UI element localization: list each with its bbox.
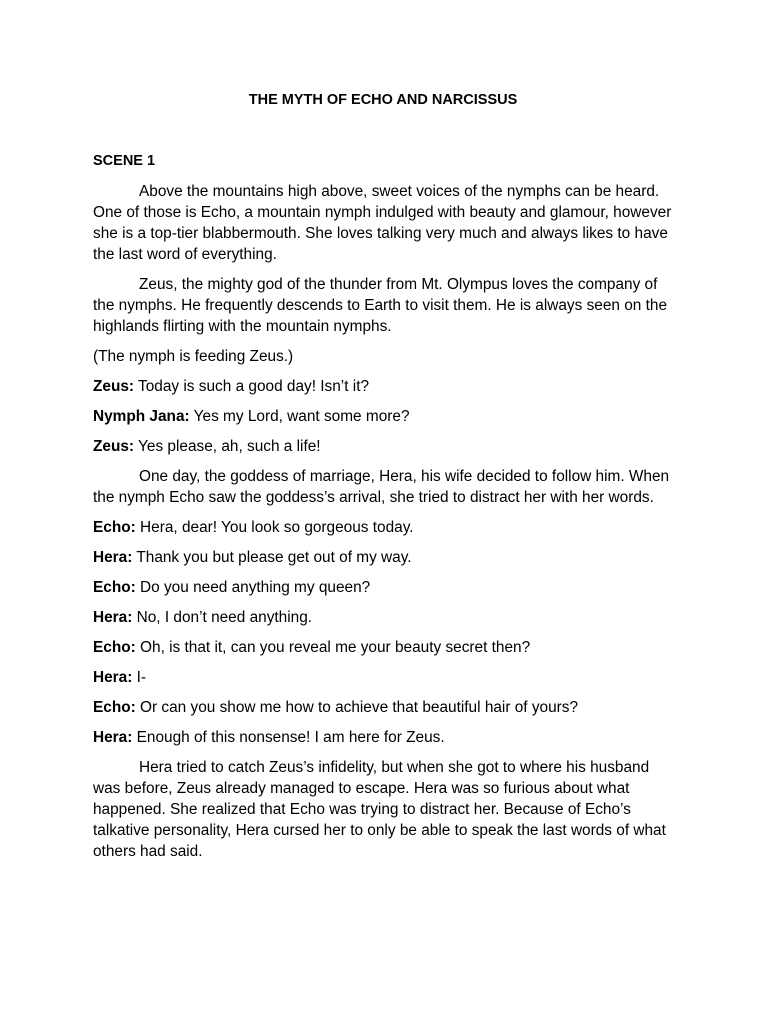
scene-heading: SCENE 1 — [93, 153, 156, 169]
narration-paragraph — [93, 274, 673, 337]
dialogue-text: Do you need anything my queen? — [135, 579, 371, 596]
dialogue-text: Enough of this nonsense! I am here for Zeus. — [132, 729, 445, 746]
narration-paragraph — [93, 466, 673, 508]
dialogue-text: Yes my Lord, want some more? — [189, 408, 410, 425]
dialogue-text: I- — [132, 669, 147, 686]
dialogue-text: Hera, dear! You look so gorgeous today. — [135, 519, 414, 536]
paragraph-text: Above the mountains high above, sweet voices of the nymphs can be heard. One of those is Echo, a mountain nymph indulged with beauty and glamour, however she is a top-tier blabbermouth. She loves talking very much and always likes to have the last word of everything. — [93, 183, 672, 263]
dialogue-text: Today is such a good day! Isn’t it? — [134, 378, 370, 395]
dialogue-text: Thank you but please get out of my way. — [132, 549, 412, 566]
stage-direction — [93, 346, 673, 367]
dialogue-line — [93, 376, 673, 397]
narration-paragraph — [93, 181, 673, 265]
dialogue-line — [93, 697, 673, 718]
dialogue-line — [93, 577, 673, 598]
speaker-name: Echo: — [93, 579, 136, 596]
paragraph-text: One day, the goddess of marriage, Hera, his wife decided to follow him. When the nymph Echo saw the goddess’s arrival, she tried to distract her with her words. — [93, 468, 670, 506]
speaker-name: Echo: — [93, 639, 136, 656]
dialogue-line — [93, 667, 673, 688]
dialogue-line — [93, 406, 673, 427]
dialogue-text: Yes please, ah, such a life! — [134, 438, 321, 455]
dialogue-text: No, I don’t need anything. — [132, 609, 313, 626]
dialogue-line — [93, 517, 673, 538]
dialogue-line — [93, 637, 673, 658]
speaker-name: Hera: — [93, 669, 133, 686]
narration-paragraph — [93, 757, 673, 862]
speaker-name: Nymph Jana: — [93, 408, 190, 425]
speaker-name: Hera: — [93, 729, 133, 746]
dialogue-line — [93, 436, 673, 457]
document-body — [93, 90, 673, 871]
dialogue-text: Oh, is that it, can you reveal me your beauty secret then? — [135, 639, 531, 656]
speaker-name: Echo: — [93, 519, 136, 536]
paragraph-text: Hera tried to catch Zeus’s infidelity, but when she got to where his husband was before, Zeus already managed to escape. Hera was so furious about what happened. She realized that Echo was trying to distract her. Because of Echo’s talkative personality, Hera cursed her to only be able to speak the last words of what others had said. — [93, 759, 666, 860]
direction-text: (The nymph is feeding Zeus.) — [93, 348, 294, 365]
speaker-name: Hera: — [93, 549, 133, 566]
speaker-name: Hera: — [93, 609, 133, 626]
dialogue-line — [93, 607, 673, 628]
dialogue-text: Or can you show me how to achieve that beautiful hair of yours? — [135, 699, 579, 716]
dialogue-line — [93, 727, 673, 748]
paragraph-text: Zeus, the mighty god of the thunder from Mt. Olympus loves the company of the nymphs. He frequently descends to Earth to visit them. He is always seen on the highlands flirting with the mountain nymphs. — [93, 276, 668, 335]
document-title: THE MYTH OF ECHO AND NARCISSUS — [248, 92, 518, 108]
speaker-name: Zeus: — [93, 378, 135, 395]
dialogue-line — [93, 547, 673, 568]
speaker-name: Echo: — [93, 699, 136, 716]
speaker-name: Zeus: — [93, 438, 135, 455]
